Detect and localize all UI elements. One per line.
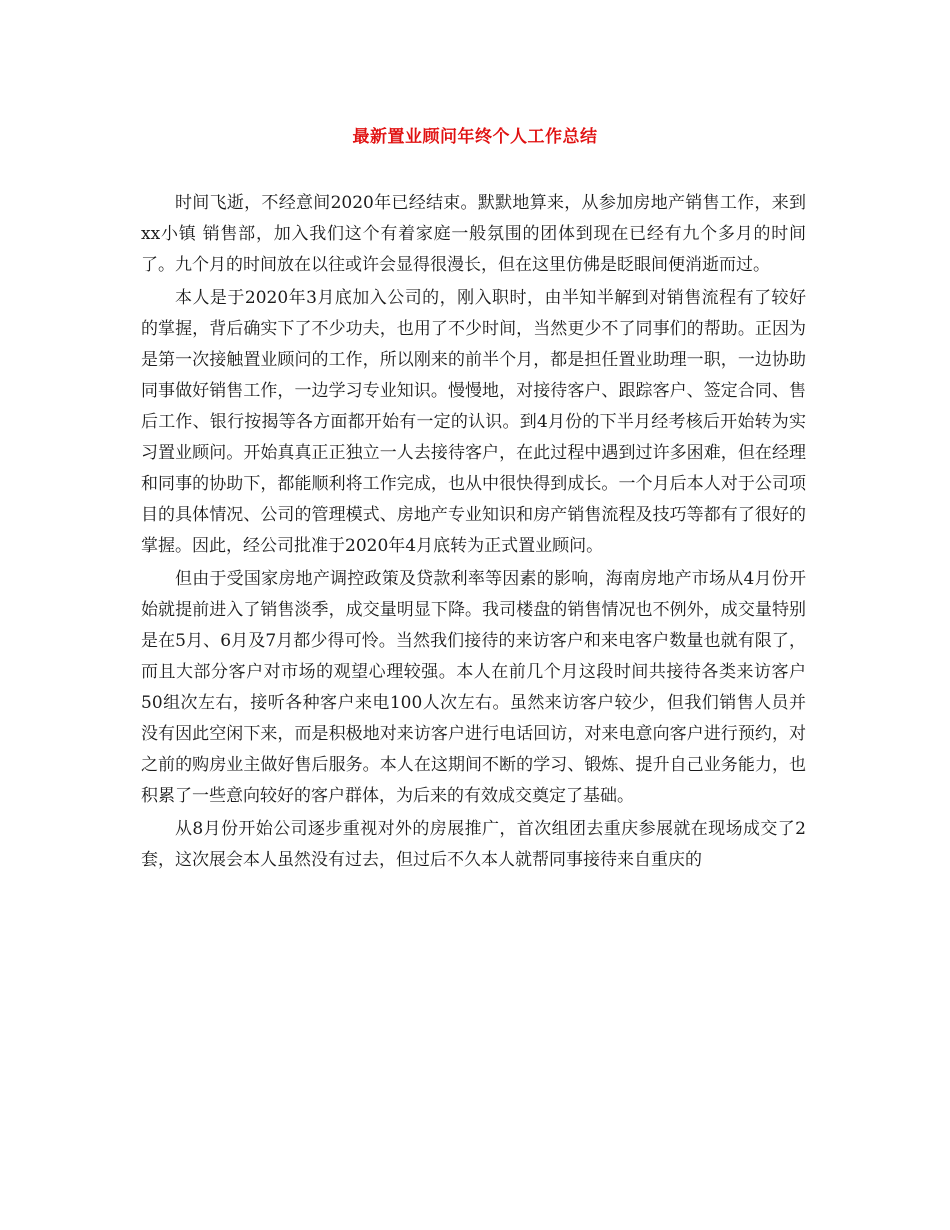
paragraph-4: 从8月份开始公司逐步重视对外的房展推广，首次组团去重庆参展就在现场成交了2套，这次展会本人虽然没有过去，但过后不久本人就帮同事接待来自重庆的 xyxy=(141,819,806,870)
paragraph-3: 但由于受国家房地产调控政策及贷款利率等因素的影响，海南房地产市场从4月份开始就提前进入了销售淡季，成交量明显下降。我司楼盘的销售情况也不例外，成交量特别是在5月、6月及7月都少得可怜。当然我们接待的来访客户和来电客户数量也就有限了，而且大部分客户对市场的观望心理较强。本人在前几个月这段时间共接待各类来访客户50组次左右，接听各种客户来电100人次左右。虽然来访客户较少，但我们销售人员并没有因此空闲下来，而是积极地对来访客户进行电话回访，对来电意向客户进行预约，对之前的购房业主做好售后服务。本人在这期间不断的学习、锻炼、提升自己业务能力，也积累了一些意向较好的客户群体，为后来的有效成交奠定了基础。 xyxy=(141,569,806,806)
document-title: 最新置业顾问年终个人工作总结 xyxy=(352,127,598,147)
paragraph-2: 本人是于2020年3月底加入公司的，刚入职时，由半知半解到对销售流程有了较好的掌握，背后确实下了不少功夫，也用了不少时间，当然更少不了同事们的帮助。正因为是第一次接触置业顾问的工作，所以刚来的前半个月，都是担任置业助理一职，一边协助同事做好销售工作，一边学习专业知识。慢慢地，对接待客户、跟踪客户、签定合同、售后工作、银行按揭等各方面都开始有一定的认识。到4月份的下半月经考核后开始转为实习置业顾问。开始真真正正独立一人去接待客户，在此过程中遇到过许多困难，但在经理和同事的协助下，都能顺利将工作完成，也从中很快得到成长。一个月后本人对于公司项目的具体情况、公司的管理模式、房地产专业知识和房产销售流程及技巧等都有了很好的掌握。因此，经公司批准于2020年4月底转为正式置业顾问。 xyxy=(141,288,806,556)
paragraph-1: 时间飞逝，不经意间2020年已经结束。默默地算来，从参加房地产销售工作，来到 xx小镇 销售部，加入我们这个有着家庭一般氛围的团体到现在已经有九个多月的时间了。九个月的时间放在以往或许会显得很漫长，但在这里仿佛是眨眼间便消逝而过。 xyxy=(141,193,806,275)
document-body xyxy=(141,188,806,876)
